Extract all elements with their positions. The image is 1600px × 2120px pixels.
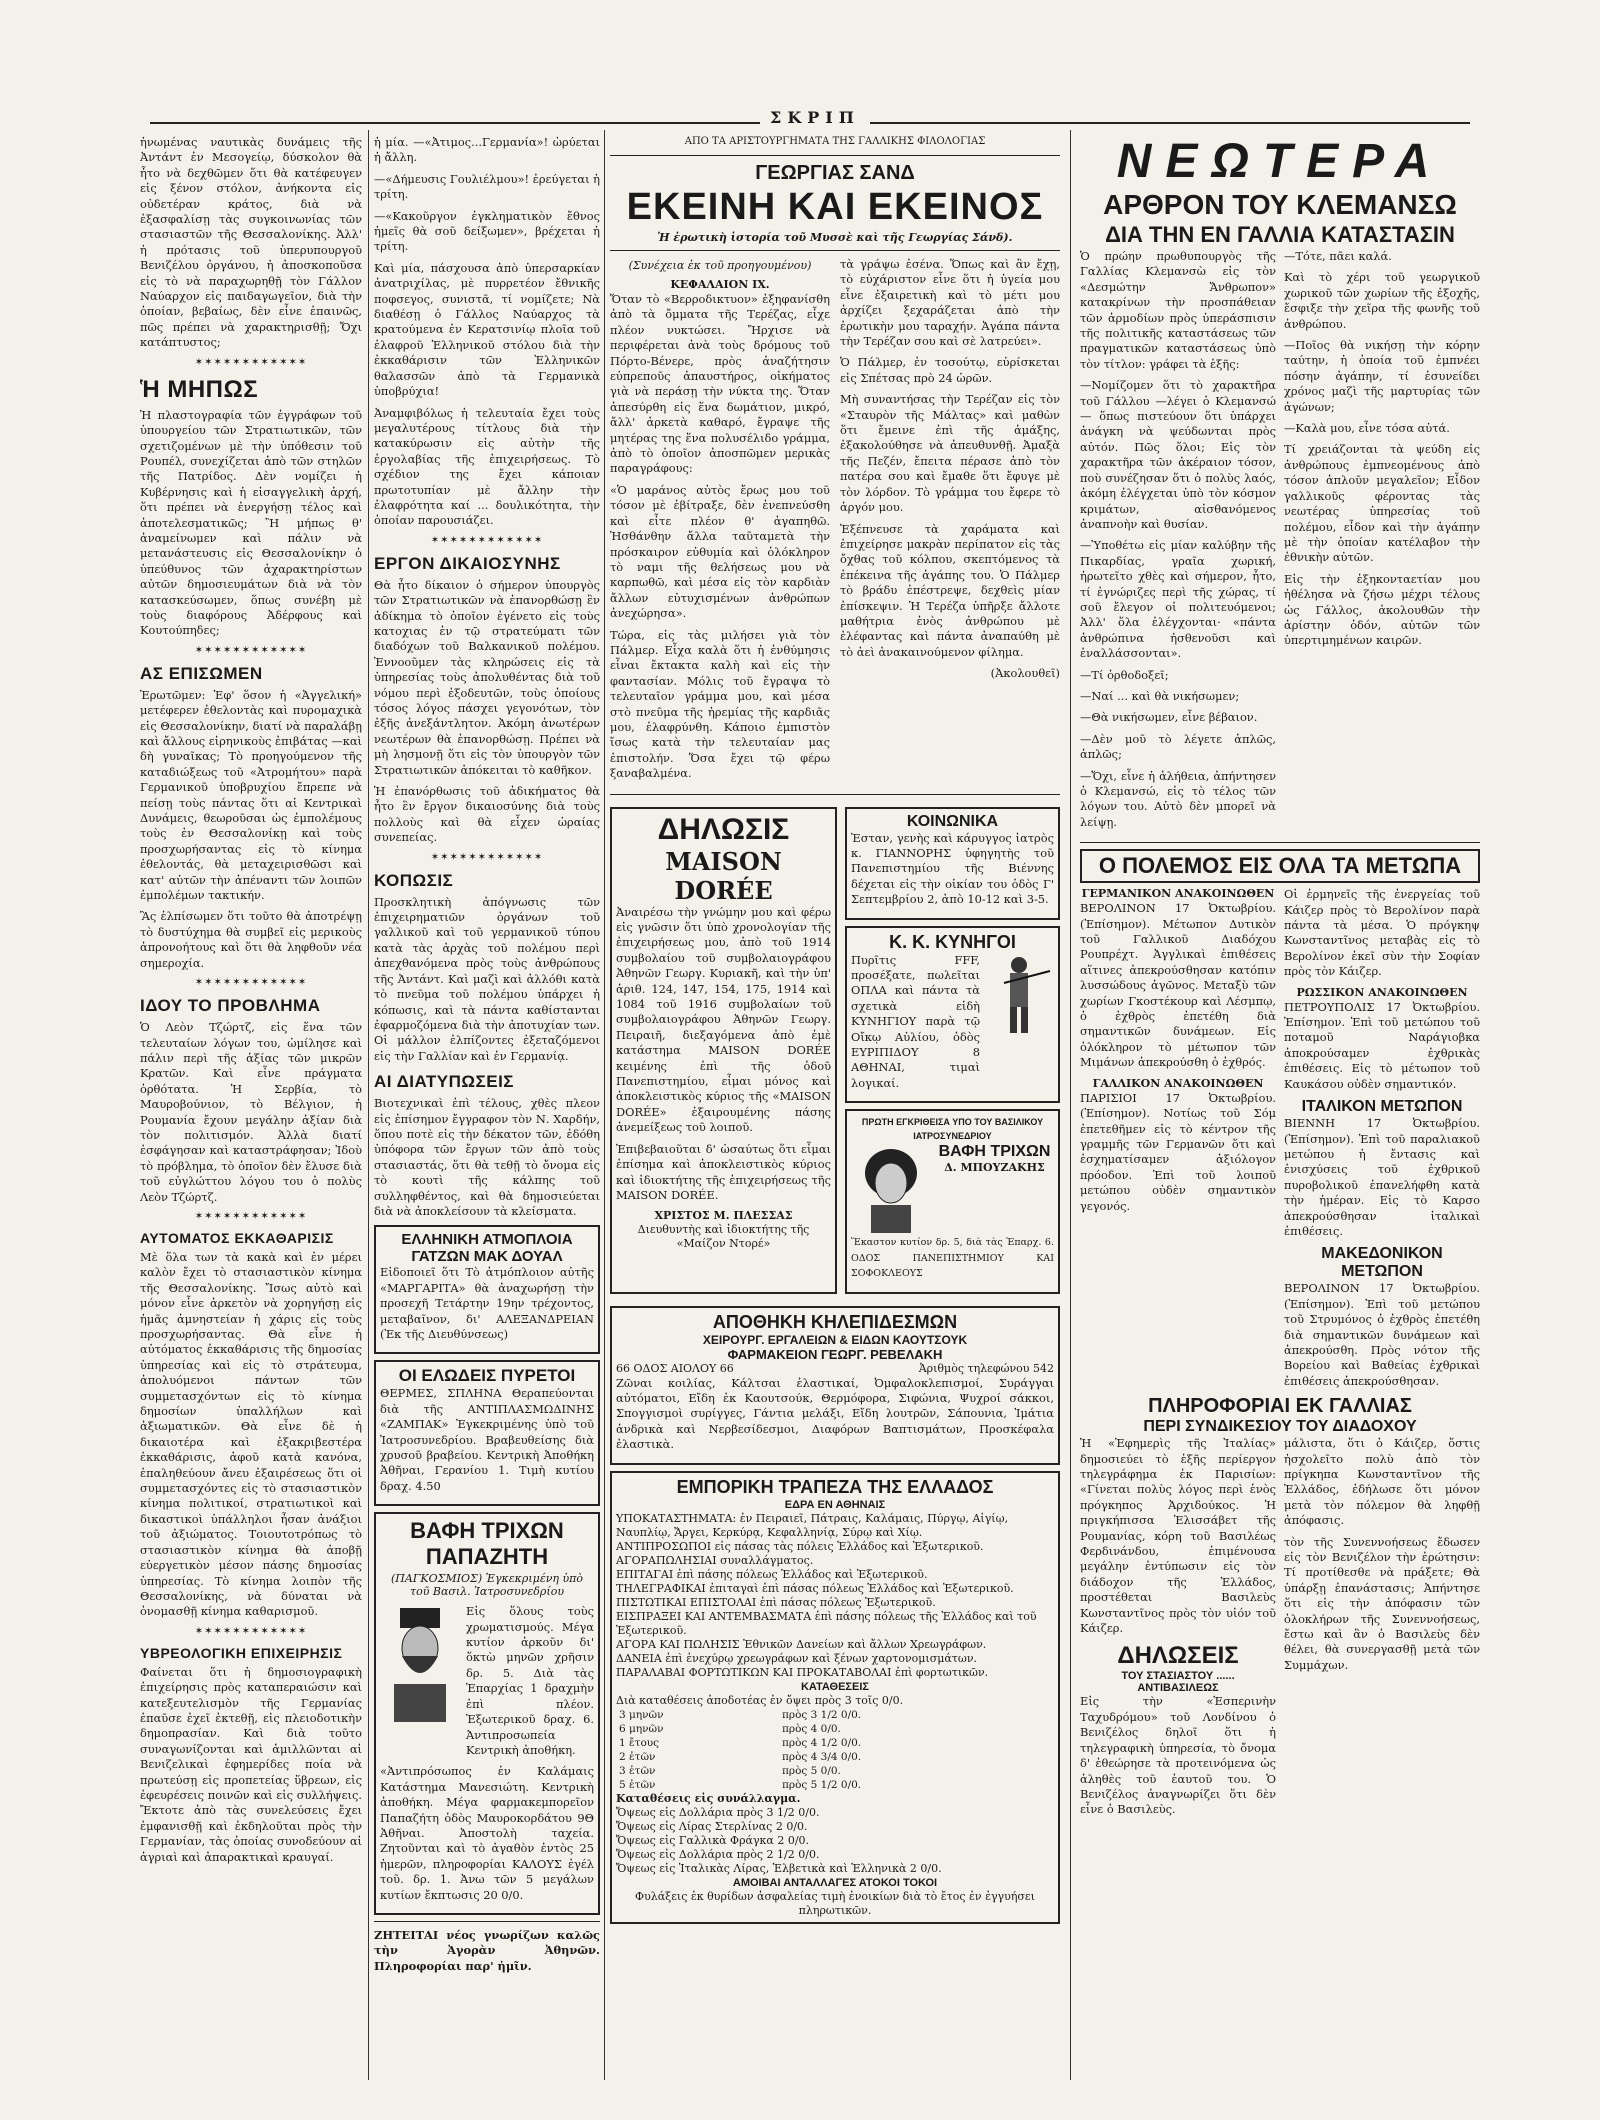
article-text: ἡνωμένας ναυτικὰς δυνάμεις τῆς Ἀντάντ ἐν Μεσογείῳ, δύσκολον θὰ ἦτο νὰ δεχθῶμεν ὅτι θὰ κατέφευγεν εἰς ξένον στόλον, ἀνήκοντα εἰς οὐδετέραν κράτος, διὰ νὰ ἐξασφαλίσῃ τὰς συγκοινωνίας τῶν στασιαστῶν τῆς Θεσσαλονίκης. Ἀλλ' ἡ πρότασις τοῦ ὑπερυπουργοῦ Βενιζέλου ὀργάνου, ἡ ἀποσκοποῦσα εἰς τὸ νὰ παραχωρηθῇ τὸν Γάλλον Ναύαρχον εἰς παιδαγωγεῖον, διὰ τὴν ὁποίαν, βεβαίως, δὲν εἶνε ἐπαινῶς, πῶς πρέπει νὰ χαρακτηρισθῇ; Ὄχι κατάπτυστος; [140,135,362,350]
article-text: Φαίνεται ὅτι ἡ δημοσιογραφικὴ ἐπιχείρησις πρὸς καταπεραιώσιν καὶ κατεξευτελισμὸν τῆς Γερμανίας ἐπαῦσε ἐχεῖ ἐκτεθῇ, εἰς πλειοδοτικὴν δημοπρασίαν. Καὶ διὰ τοῦτο συναγωνίζονται καὶ ἁμιλλῶνται αἱ Βενιζελικαὶ ἐφημερίδες ποία νὰ πρωτεύσῃ εἰς προπετείας ὕβρεων, εἰς ἐφευρέσεις ποινῶν καὶ εἰς συλλήψεις. Ἔκτοτε ἀπὸ τὰς συνελεύσεις ἔχει ἐμφανισθῇ καὶ ἐκδηλοῦται πρὸς τὴν Γερμανίαν, τὰς ὁποίας συνοδεύουν αἱ ἀγριαὶ καὶ ἀπαρακτικαὶ κραυγαί. [140,1664,362,1864]
hunter-illustration [984,953,1054,1037]
column-4 [1080,135,1480,2080]
article-text: —Ναί ... καὶ θὰ νικήσωμεν; [1080,688,1240,703]
article-text: Ἀναμφιβόλως ἡ τελευταία ἔχει τοὺς μεγαλυτέρους τίτλους διὰ τὴν κατακύρωσιν εἰς αὐτὴν τῆς ἐργολαβίας τῆς ἐπιχειρήσεως. Τὸ σχέδιον της ἔχει κάποιαν πρωτοτυπίαν μὲ ἄλλην τὴν ἐλαφρότητα καί ... δουλικότητα, τὴν ὁποίαν παρουσιάζει. [374,405,600,528]
rate-row [616,1778,1054,1792]
ad-hair-dye [374,1512,600,1915]
article-text: τὸν τῆς Συνεννοήσεως ἔδωσεν εἰς τὸν Βενιζέλον τὴν ἐρώτησιν: Τί προτίθεσθε νὰ πράξετε; Θὰ ὑπάρξῃ ἐπανάστασις; Ἀπήντησε ὅτι εἰς τὴν ἀπόφασιν τῶν ὁλοκλήρων τῆς Συνεννοήσεως, ἔστω καὶ ἂν ὁ Βασιλεὺς δὲν θέλει, θὰ συνεργασθῇ μετὰ τῶν Συμμάχων. [1284,1534,1480,1672]
article-text: μάλιστα, ὅτι ὁ Κάιζερ, ὅστις ἠσχολεῖτο πολὺ ἀπὸ τὸν πρίγκηπα Κωνσταντῖνον τῆς Ἑλλάδος, ἐδήλωσε ὅτι μόνον μετὰ τὸν πόλεμον θὰ ληφθῇ ἀπόφασις. [1284,1436,1480,1528]
ad-text: ΘΕΡΜΕΣ, ΣΠΛΗΝΑ Θεραπεύονται διὰ τῆς ΑΝΤΙΠΛΑΣΜΩΔΙΝΗΣ «ΖΑΜΠΑΚ» Ἐγκεκριμένης ὑπὸ τοῦ Ἰατροσυνεδρίου. Βραβευθείσης διὰ χρυσοῦ βραβείου. Κεντρικὴ Ἀποθήκη Ἀθῆναι, Γερανίου 1. Τιμὴ κυτίου δραχ. 4.50 [380,1386,594,1493]
article-text: —Θὰ νικήσωμεν, εἶνε βέβαιον. [1080,710,1258,725]
bulletin-title: ΓΕΡΜΑΝΙΚΟΝ ΑΝΑΚΟΙΝΩΘΕΝ [1081,887,1275,901]
ad-bank [610,1471,1060,1924]
article-text: —«Δήμευσις Γουλιέλμου»! ἐρεύγεται ἡ τρίτη. [374,171,600,202]
headline: ΚΟΠΩΣΙΣ [374,870,454,890]
ad-text: Ἕκαστον κυτίον δρ. 5, διὰ τὰς Ἐπαρχ. 6. ΟΔΟΣ ΠΑΝΕΠΙΣΤΗΜΙΟΥ ΚΑΙ ΣΟΦΟΚΛΕΟΥΣ [851,1237,1054,1280]
rate-cell: 2 ἐτῶν [619,1750,656,1763]
woman-portrait-illustration [851,1143,931,1235]
divider [610,155,1060,156]
headline: ΕΡΓΟΝ ΔΙΚΑΙΟΣΥΝΗΣ [374,553,561,573]
bank-service-line: ΑΓΟΡΑ ΚΑΙ ΠΩΛΗΣΙΣ Ἐθνικῶν Δανείων καὶ ἄλλων Χρεωγράφων. [616,1637,987,1651]
article-text: Ἡ πλαστογραφία τῶν ἐγγράφων τοῦ ὑπουργείου τῶν Στρατιωτικῶν, τῶν σχετιζομένων μὲ τὴν ὑπόθεσιν τοῦ Ρουπέλ, συνεχίζεται ἀπὸ τῶν στηλῶν τῆς Πατρίδος. Δὲν νομίζει ἡ Κυβέρνησις καὶ ἡ εἰσαγγελικὴ ἀρχή, ὅτι πρέπει νὰ ἐνεργήσῃ τέλος καὶ ἀποτελεσματικῶς; Ἢ μήπως θ' ἀναμείνωμεν καὶ πάλιν νὰ μετανάστευσις εἰς Θεσσαλονίκην ὁ ὑπεύθυνος τῶν ἀχαρακτηρίστων αὐτῶν δημοσιευμάτων διὰ νὰ τὸν κατασκεύσωμεν, ὅπως συνέβη μὲ τοὺς διαφόρους Ἀδέρφους καὶ Κουτούπηδες; [140,407,362,638]
column-3 [610,135,1060,2080]
column-divider [1070,130,1071,2080]
foreign-deposits-list [616,1806,1054,1876]
ad-fever [374,1360,600,1506]
subheadline: ΔΙΑ ΤΗΝ ΕΝ ΓΑΛΛΙΑ ΚΑΤΑΣΤΑΣΙΝ [1105,222,1455,247]
rate-cell: 3 ἐτῶν [619,1764,656,1777]
article-text: Μὲ ὅλα των τὰ κακὰ καὶ ἐν μέρει καλὸν ἔχει τὸ στασιαστικὸν κίνημα τῆς Θεσσαλονίκης. Ἴσως αὐτὸ καὶ μόνον εἶνε ἀρκετὸν νὰ χορηγήσῃ εἰς ἡμᾶς ἀμνηστείαν ἡ χάρις εἰς τοὺς προσχωρήσαντας. Θὰ εἶνε ἡ αὐτόματος ἐκκαθάρισις τῆς δημοσίας ὑπηρεσίας καὶ εἰς τὸ στράτευμα, ἀπολυόμενοι πάντων τῶν συμμετασχόντων εἰς τὸ κίνημα δημοσίων ὑπαλλήλων καὶ ἀξιωματικῶν. Θὰ εἶνε δὲ ἡ δικαιοτέρα καὶ ἐξακριβεστέρα ἐκκαθάρισις, ἀφοῦ κατὰ κανόνα, ἐπαληθεύουν ἄνευ ἐξαιρέσεως ὅτι οἱ συμμετασχόντες εἰς τὸ στασιαστικὸν κίνημα πολιτικοί, στρατιωτικοὶ καὶ δικαστικοὶ ὑπάλληλοι ἦσαν ἀνάξιοι τοῦ ἀξιώματος. Τοιουτοτρόπως τὸ στασιαστικὸν κίνημα θὰ ἀποβῇ εὐεργετικὸν μέσον πάσης δημοσίας ὑπηρεσίας. Τὸ κίνημα λοιπὸν τῆς Θεσσαλονίκης, νὰ δύναται νὰ ὀνομασθῇ κίνημα καθαρισμοῦ. [140,1249,362,1619]
article-text: Ἂς ἐλπίσωμεν ὅτι τοῦτο θὰ ἀποτρέψῃ τὸ δυστύχημα θὰ συμβεῖ εἰς μερικοὺς ἀπρονοήτους καὶ ὅτι θὰ ληφθοῦν νέα σημεροχία. [140,909,362,970]
article-text: —Ὄχι, εἶνε ἡ ἀλήθεια, ἀπήντησεν ὁ Κλεμανσώ, εἰς τὸ τέλος τῶν λόγων του. Αὐτὸ δὲν μπορεῖ νὰ λείψῃ. [1080,768,1276,829]
headline: ΥΒΡΕΟΛΟΓΙΚΗ ΕΠΙΧΕΙΡΗΣΙΣ [140,1644,343,1661]
ad-signature-role: Διευθυντὴς καὶ ἰδιοκτήτης τῆς «Μαίζον Ντορέ» [637,1223,810,1251]
separator: ✶✶✶✶✶✶✶✶✶✶✶✶ [194,977,308,989]
foreign-deposit-line: Ὄψεως εἰς Λίρας Στερλίνας 2 0/0. [616,1819,808,1833]
column-divider [604,130,605,2080]
divider [610,794,1060,795]
headline: ΙΔΟΥ ΤΟ ΠΡΟΒΛΗΜΑ [140,996,321,1016]
bank-service-line: ΔΑΝΕΙΑ ἐπὶ ἐνεχύρῳ χρεωγράφων καὶ ξένων χαρτονομισμάτων. [616,1651,978,1665]
rate-cell: πρὸς 5 0/0. [782,1764,841,1777]
to-be-continued: (Ἀκολουθεῖ) [990,666,1060,681]
chapter-label: ΚΕΦΑΛΑΙΟΝ ΙΧ. [670,278,770,291]
serial-kicker: ΑΠΟ ΤΑ ΑΡΙΣΤΟΥΡΓΗΜΑΤΑ ΤΗΣ ΓΑΛΛΙΚΗΣ ΦΙΛΟΛΟΓΙΑΣ [684,136,986,147]
classified-ad: ΖΗΤΕΙΤΑΙ νέος γνωρίζων καλῶς τὴν Ἀγορὰν Ἀθηνῶν. Πληροφορίαι παρ' ἡμῖν. [374,1927,600,1973]
rate-row [616,1764,1054,1778]
rate-cell: 5 ἐτῶν [619,1778,656,1791]
headline: ΑΙ ΔΙΑΤΥΠΩΣΕΙΣ [374,1072,514,1092]
ad-subtitle: ΕΔΡΑ ΕΝ ΑΘΗΝΑΙΣ [784,1498,886,1511]
ad-title: ΚΟΙΝΩΝΙΚΑ [906,812,999,830]
ad-title: Κ. Κ. ΚΥΝΗΓΟΙ [889,931,1016,952]
ad-text: Εἰς ὅλους τοὺς χρωματισμούς. Μέγα κυτίον ἀρκοῦν δι' ὅκτὼ μηνῶν χρῆσιν δρ. 5. Διὰ τὰς Ἐπαρχίας 1 δραχμὴν ἐπὶ πλέον. Ἐξωτερικοῦ δραχ. 6. Ἀντιπροσωπεία Κεντρικὴ ἀποθήκη. [466,1604,594,1757]
rate-cell: πρὸς 3 1/2 0/0. [782,1708,862,1721]
rate-cell: πρὸς 4 0/0. [782,1722,841,1735]
headline: ΠΛΗΡΟΦΟΡΙΑΙ ΕΚ ΓΑΛΛΙΑΣ [1148,1395,1412,1418]
ad-text: Εἰδοποιεῖ ὅτι Τὸ ἀτμόπλοιον αὐτῆς «ΜΑΡΓΑΡΙΤΑ» θὰ ἀναχωρήσῃ τὴν προσεχῆ Τετάρτην 19ην τρέχοντος, μεταβαῖνον, δι' ΑΛΕΞΑΝΔΡΕΙΑΝ (Ἐκ τῆς Διευθύνσεως) [380,1265,594,1341]
divider [610,250,1060,251]
article-text: Ἡ ἐπανόρθωσις τοῦ ἀδικήματος θὰ ἦτο ἓν ἔργον δικαιοσύνης διὰ τοὺς πολλοὺς καὶ θὰ εἶχεν ὡραίας συνεπείας. [374,784,600,845]
ad-subtitle: ΠΡΩΤΗ ΕΓΚΡΙΘΕΙΣΑ ΥΠΟ ΤΟΥ ΒΑΣΙΛΙΚΟΥ ΙΑΤΡΟΣΥΝΕΔΡΙΟΥ [861,1117,1044,1142]
column-divider [368,130,369,2080]
article-text: ΠΑΡΙΣΙΟΙ 17 Ὀκτωβρίου. (Ἐπίσημον). Νοτίως τοῦ Σόμ ἐπετεθῆμεν εἰς τὸ κέντρον τῆς γραμμῆς τῶν Γερμανῶν ὅτι καὶ ἐσχηματίσαμεν ἀξιόλογον πρόοδον. Ἐπὶ τοῦ λοιποῦ μετώπου οὐδὲν σημαντικὸν γεγονός. [1080,1090,1276,1213]
headline: Ο ΠΟΛΕΜΟΣ ΕΙΣ ΟΛΑ ΤΑ ΜΕΤΩΠΑ [1080,849,1480,883]
separator: ✶✶✶✶✶✶✶✶✶✶✶✶ [194,356,308,368]
ad-signature: ΧΡΙΣΤΟΣ Μ. ΠΛΕΣΣΑΣ [654,1209,793,1223]
article-text: Οἱ ἐρμηνεῖς τῆς ἐνεργείας τοῦ Κάιζερ πρὸς τὸ Βερολίνον παρὰ πάντα τὰ μέσα. Ὁ πρόγκηψ Κωνσταντῖνος μεταβὰς εἰς τὸ Βερολίνον ἐκεῖ σὺν τὴν Σοφίαν πρὸς τὸν Κάιζερ. [1284,887,1480,979]
ad-hunters [845,926,1060,1104]
rate-row [616,1708,1054,1722]
article-text: Βιοτεχνικαὶ ἐπὶ τέλους, χθὲς πλεον εἰς ἐπίσημον ἔγγραφον τὸν Ν. Χαρδήν, ὅπου ποτὲ εἰς τὴν δέκατον τῶν, ἐδόθη ὑπόφορα τῶν ἔργων τῶν ἀπὸ τοὺς στασιαστάς, ὅτι θὰ τεθῇ τὸ ὄνομα εἰς τὸ κουτὶ τῆς κάλπης τοῦ συλληφθέντος, καὶ θὰ δημοσιεύεται διὰ νὰ ἀποκλείσουν τὰ κλείσματα. [374,1096,600,1218]
rate-cell: πρὸς 4 1/2 0/0. [782,1736,862,1749]
bank-service-line: ΑΓΟΡΑΠΩΛΗΣΙΑΙ συναλλάγματος. [616,1553,814,1567]
article-text: τὰ γράψω ἐσένα. Ὅπως καὶ ἂν ἔχῃ, τὸ εὐχάριστον εἶνε ὅτι ἡ ὑγεία μου εἶνε ἐξαιρετικὴ καὶ τὸ μέτι μου ἀρχίζει ξεχαράζεται ἀπὸ τὴν ἐρωτικὴν μου ταραχήν. Ἀγάπα πάντα τὴν Τερέζαν σου καὶ σὲ λατρεύει». [840,257,1060,349]
divider [1080,842,1480,843]
article-text: —Ὑποθέτω εἰς μίαν καλύβην τῆς Πικαρδίας, γραῖα χωρική, ἠρωτεῖτο χθὲς καὶ σήμερον, ἦτο, τί ἐγνώριζες περὶ τῆς χώρας, τί σοῦ ἔλεγον οἱ πολιτευόμενοι; Ἀλλ' ὅλα ἐλέγχονται· «πάντα ἀνθρώπινα ἠσθενοῦσι καὶ ἐναλλάσσονται». [1080,538,1276,661]
ad-text: Πυρῖτις FFF, προσέξατε, πωλεῖται ΟΠΛΑ καὶ πάντα τὰ σχετικὰ εἰδὴ ΚΥΝΗΓΙΟΥ παρὰ τῷ Οἴκῳ Αὐλίου, ὁδὸς ΕΥΡΙΠΙΔΟΥ 8 ΑΘΗΝΑΙ, τιμαὶ λογικαί. [851,952,980,1090]
headline: ΙΤΑΛΙΚΟΝ ΜΕΤΩΠΟΝ [1301,1098,1463,1116]
portrait-illustration [380,1604,460,1724]
article-text: Ὅταν τὸ «Βερροδικτυον» ἐξηφανίσθη ἀπὸ τὰ ὄμματα τῆς Τερέζας, εἶχε πλέον νυκτώσει. Ἤρχισε νὰ περιφέρεται ἀνὰ τοὺς δρόμους τοῦ Πόρτο-Βένερε, πρὸς ἀναζήτησιν εὐπρεποῦς ἀπαυστήρος, οἰκήματος γιὰ νὰ περάσῃ τὴν νύκτα της. Ὅταν ἀπεσύρθη εἰς ἕνα δωμάτιον, μικρό, ἄλλ' ἀρκετὰ καθαρό, ἔγραψε τῆς μητέρας της ἕνα πολυσέλιδο γράμμα, ἀπὸ τὸ ὁποῖον ἀποσπῶμεν μερικὰς παραγράφους: [610,292,830,476]
article-text: «Ὁ μαράνος αὐτὸς ἔρως μου τοῦ τόσον μὲ ἐβίτραξε, δὲν ἐνεπνεύσθη καὶ εἶτε πλέον θ' ἀγαπηθῶ. Ἠσθάνθην ἄλλα ταῦταμετὰ τὴν πρόσκαιρον εὐθυμία καὶ ὁλόκληρον τὸ ναμι τῆς θελήσεως μου νὰ καρπωθῶ, καὶ μέσα εἰς τὸν καρδιὰν ἄλλων εὐτυχισμένων ἀνθρώπων ἀνεχώρησα». [610,482,830,621]
ad-text: Ἐσταν, γενὴς καὶ κάρυγγος ἰατρὸς κ. ΓΙΑΝΝΟΡΗΣ ὑφηγητὴς τοῦ Πανεπιστημίου τῆς Βιέννης δέχεται εἰς τὴν οἰκίαν του ὁδὸς Γ' Σεπτεμβρίου 2, ἀπὸ 10-12 καὶ 3-5. [851,830,1054,907]
article-text: Ἐξέπνευσε τὰ χαράματα καὶ ἐπιχείρησε μακρὰν περίπατον εἰς τὰς ὄχθας τοῦ κόλπου, σκεπτόμενος τὰ ἐπέκεινα τῆς ἀγάπης του. Ὁ Πάλμερ τὸ βράδυ ἐπέστρεψε, δεχθεὶς μίαν ἐπίσκεψιν. Ἡ Τερέζα ὑπῆρξε ἄλλοτε μαθήτρια ἑνὸς ἀνθρώπου μὲ ἐλέφαντας καὶ πάντα ἀναπαύθη μὲ τὸ ἀεὶ ἀνακαινούμενον φίλημα. [840,521,1060,659]
article-text: Τώρα, εἰς τὰς μιλήσει γιὰ τὸν Πάλμερ. Εἶχα καλὰ ὅτι ἡ ἐνθύμησις εἶναι ἔκτακτα καλὴ καὶ εἰς τὴν φαντασίαν. Μόλις τοῦ ἔγραψα τὸ τελευταῖον γράμμα μου, καὶ μέσα στὸ πνεῦμα τῆς ἠρεμίας τῆς καρδιᾶς μου, ἐλαφρύνθη. Κάποιο ἐμπιστὸν ἴσως κατὰ τὴν τελευταίαν μας ἐπιστολήν. Ὅσα ἔχει τῷ φέρω ξαναβαλμένα. [610,627,830,781]
article-text: —Καλὰ μου, εἶνε τόσα αὐτά. [1284,421,1450,436]
ad-title: ΟΙ ΕΛΩΔΕΙΣ ΠΥΡΕΤΟΙ [398,1366,576,1386]
headline: ΑΡΘΡΟΝ ΤΟΥ ΚΛΕΜΑΝΣΩ [1103,189,1457,220]
bank-service-line: ΥΠΟΚΑΤΑΣΤΗΜΑΤΑ: ἐν Πειραιεῖ, Πάτραις, Καλάμαις, Πύργῳ, Αἰγίῳ, Ναυπλίῳ, Ἄργει, Κερκύρᾳ, Κεφαλληνίᾳ, Σύρῳ καὶ Χίῳ. [616,1511,1009,1539]
ad-pharmacy: ΦΑΡΜΑΚΕΙΟΝ ΓΕΩΡΓ. ΡΕΒΕΛΑΚΗ [727,1346,943,1362]
article-text: —Τότε, πᾶει καλά. [1284,249,1392,263]
article-text: Προσκλητικὴ ἀπόγνωσις τῶν ἐπιχειρηματιῶν ὀργάνων τοῦ γαλλικοῦ καὶ τοῦ γερμανικοῦ τύπου κατὰ τὰς ἀρχὰς τοῦ πολέμου περὶ ἀπεχθανόμενα πρὸς τοὺς ἀνθρώπους τῆς Ἀντάντ. Καὶ μαζὶ καὶ ἀλλόθι κατὰ τὸ πνεῦμα τοῦ πολέμου ὑπάρχει ἡ κόπωσις, καὶ τὰ πάντα καθίστανται ἐφαρμοζόμενα διὰ τὴν ἀποτυχίαν των. Οἱ μάλλον ἐλπίζοντες ἐξεταζόμενοι εἰς τὴν Γαλλίαν καὶ ἐν Γερμανίᾳ. [374,894,600,1063]
foreign-deposit-line: Ὄψεως εἰς Ἰταλικὰς Λίρας, Ἑλβετικὰ καὶ Ἑλληνικὰ 2 0/0. [616,1861,942,1875]
article-text: ΒΙΕΝΝΗ 17 Ὀκτωβρίου. (Ἐπίσημον). Ἐπὶ τοῦ παραλιακοῦ μετώπου ἡ ἔντασις καὶ ἐνισχύσεις τοῦ ἐχθρικοῦ πυροβολικοῦ ἐπανελήφθη κατὰ τὴν ἡμέραν. Εἰς τὸ Καρσο ἀπεκρούσθησαν ἰταλικαὶ ἐπιθέσεις. [1284,1116,1480,1238]
headline: ΑΥΤΟΜΑΤΟΣ ΕΚΚΑΘΑΡΙΣΙΣ [140,1229,334,1246]
subheadline: ΤΟΥ ΣΤΑΣΙΑΣΤΟΥ ...... ΑΝΤΙΒΑΣΙΛΕΩΣ [1121,1670,1235,1695]
ad-brand: Δ. ΜΠΟΥΖΑΚΗΣ [944,1161,1045,1175]
headline: Ἡ ΜΗΠΩΣ [140,375,259,403]
ad-steamship [374,1225,600,1354]
article-text: —«Κακοῦργον ἐγκληματικὸν ἔθνος ἡμεῖς θὰ σοῦ δείξωμεν», βρέχεται ἡ τρίτη. [374,208,600,254]
article-text: Ἐρωτῶμεν: Ἐφ' ὅσον ἡ «Ἀγγελική» μετέφερεν ἐθελοντὰς καὶ πυρομαχικὰ εἰς Θεσσαλονίκην, διατί νὰ παραλάβῃ καὶ ἄλλους εἰρηνικοὺς ἐπιβάτας —καὶ δὴ γυναῖκας; Τὸ προηγούμενον τῆς καταδιώξεως τοῦ «Ἀτρομήτου» παρὰ Γερμανικοῦ ὑποβρυχίου ἔπρεπε νὰ πείσῃ τοὺς πάντας ὅτι αἱ Κεντρικαὶ Δυνάμεις, θεωροῦσαι ὡς ἐμπολέμους τοὺς ἐν Θεσσαλονίκῃ καὶ τοὺς προσχωρήσαντας εἰς τὸ κίνημα ἐθελοντάς, θὰ μεταχειρισθῶσι καὶ κατ' αὐτῶν τὴν ἀπέναντι τῶν λοιπῶν ἐμπολέμων τακτικήν. [140,687,362,903]
article-text: —Νομίζομεν ὅτι τὸ χαρακτῆρα τοῦ Γάλλου —λέγει ὁ Κλεμανσώ— ὅπως πιστεύουν ὅτι ὑπάρχει ἀνάγκη νὰ ψεύδωνται πρὸς αὐτόν. Πῶς ὅλοι; Εἰς τὸν χαρακτῆρα τῶν ἀκέραιον τόσον, ποὺ συνέζησαν ὅτι ὁ πολὺς λαός, ἀκόμη ἐλέγχεται ὑπὸ τὸν κόσμον κριμάτων, αἰσθανόμενος ἀναπνοὴν καὶ θυσίαν. [1080,378,1276,531]
bank-service-line: ΠΑΡΑΛΑΒΑΙ ΦΟΡΤΩΤΙΚΩΝ ΚΑΙ ΠΡΟΚΑΤΑΒΟΛΑΙ ἐπὶ φορτωτικῶν. [616,1665,989,1679]
bulletin-title: ΡΩΣΣΙΚΟΝ ΑΝΑΚΟΙΝΩΘΕΝ [1296,985,1468,999]
foreign-deposit-line: Ὄψεως εἰς Δολλάρια πρὸς 2 1/2 0/0. [616,1847,820,1861]
foreign-deposit-line: Ὄψεως εἰς Δολλάρια πρὸς 3 1/2 0/0. [616,1805,820,1819]
ad-address: 66 ΟΔΟΣ ΑΙΟΛΟΥ 66 [616,1361,734,1375]
foreign-deposit-line: Ὄψεως εἰς Γαλλικὰ Φράγκα 2 0/0. [616,1833,810,1847]
ad-title: ΒΑΦΗ ΤΡΙΧΩΝ ΠΑΠΑΖΗΤΗ [410,1518,564,1570]
article-text: ἡ μία. —«Ἀτιμος...Γερμανία»! ὠρύεται ἡ ἄλλη. [374,135,600,165]
rate-row [616,1750,1054,1764]
article-text: Τί χρειάζονται τὰ ψεύδη εἰς ἀνθρώπους ἐμπνεομένους ἀπὸ τόσον ἀπλοῦν μεγαλεῖον; Εἶδον γαλλικοῦς φέροντας τὰς νεωτέρας ὑπηρεσίας τοῦ πολέμου, εἶδον καὶ τὴν ἀγάπην μὲ τὴν ὁποίαν κατέλαβον τὴν ἐθνικὴν αὐτῶν. [1284,442,1480,565]
deposits-intro: Διὰ καταθέσεις ἀποδοτέας ἐν ὄψει πρὸς 3 τοῖς 0/0. [616,1693,904,1707]
ad-hair-dye-2 [845,1109,1060,1293]
article-text: ΒΕΡΟΛΙΝΟΝ 17 Ὀκτωβρίου. (Ἐπίσημον). Ἐπὶ τοῦ μετώπου τοῦ Στρυμόνος ὁ ἐχθρὸς ἐπετέθη διὰ σημαντικῶν δυνάμεων καὶ ἀπεκρούσθη. Πρὸς νότον τῆς Βορείου καὶ Βαθείας ἐχθρικαὶ ἐπιθέσεις ἀπεκρούσθησαν. [1284,1281,1480,1388]
article-text: Καὶ μία, πάσχουσα ἀπὸ ὑπερσαρκίαν ἀνατριχίλας, μὲ πυρρετέον ἔθνικῆς ποφσεγος, συνιστᾶ, τί νομίζετε; Νὰ διαθέσῃ ὁ Γάλλος Ναύαρχος τὰ κρατούμενα ἐν Κερατσινίῳ πλοῖα τοῦ ἐλαφροῦ Ἑλληνικοῦ στόλου διὰ τὴν ἐκκαθάρισιν τῶν Ἑλληνικῶν θαλασσῶν ἀπὸ τὰ Γερμανικὰ ὑποβρύχια! [374,260,600,399]
article-text: —Ποῖος θὰ νικήσῃ τὴν κόρην ταύτην, ἡ ὁποία τοῦ ἐμπνέει πόσην ἀγάπην, τί ἐσυνείδει χρόνος μαζὶ τῆς μαρτυρίας τῶν ἀγώνων; [1284,338,1480,414]
serial-title: ΕΚΕΙΝΗ ΚΑΙ ΕΚΕΙΝΟΣ [626,186,1044,228]
ad-title: ΑΠΟΘΗΚΗ ΚΗΛΕΠΙΔΕΣΜΩΝ [712,1311,958,1332]
separator: ✶✶✶✶✶✶✶✶✶✶✶✶ [194,644,308,656]
article-text: —Τί ὀρθοδοξεῖ; [1080,667,1169,682]
separator: ✶✶✶✶✶✶✶✶✶✶✶✶ [430,851,544,863]
ad-text: «Ἀντιπρόσωπος ἐν Καλάμαις Κατάστημα Μανεσιώτη. Κεντρικὴ ἀποθήκη. Μέγα φαρμακεμπορεῖον Παπαζήτη ὁδὸς Μαυροκορδάτου 9Θ Ἀθῆναι. Ἀποστολὴ ταχεία. Ζητοῦνται καὶ τὸ ἀγαθὸν ἐντὸς 25 ἡμερῶν, πληροφορίαι ΚΑΛΟΥΣ ἐγέλ τοῦ. δρ. 1. Ἀνω τῶν 5 μεγάλων κυτίων ἔκπτωσις 20 0/0. [380,1764,594,1902]
bank-service-line: ΤΗΛΕΓΡΑΦΙΚΑΙ ἐπιταγαὶ ἐπὶ πάσας πόλεως Ἑλλάδος καὶ Ἐξωτερικοῦ. [616,1581,1014,1595]
ad-title: ΕΛΛΗΝΙΚΗ ΑΤΜΟΠΛΟΙΑ ΓΑΤΖΩΝ ΜΑΚ ΔΟΥΑΛ [401,1231,573,1266]
article-text: Ὁ Λεὸν Τζώρτζ, εἰς ἕνα τῶν τελευταίων λόγων του, ὠμίλησε καὶ πάλιν περὶ τῆς ἀξίας τῶν μικρῶν Κρατῶν. Καὶ εἶνε πράγματα ὀρθότατα. Ἡ Σερβία, τὸ Μαυροβούνιον, τὸ Βέλγιον, ἡ Ρουμανία ἔχουν μεγάλην ἀξίαν διὰ τὸν πολιτισμόν. Ἀλλὰ διατί ἐσφάγησαν καὶ καταστράφησαν; Ἰδοὺ τὸ πρόβλημα, τὸ ὁποῖον δὲν ἔλυσε διὰ τοῦ εὐγλώττου λόγου του ὁ πολὺς Λεὸν Τζώρτζ. [140,1020,362,1204]
rate-cell: 6 μηνῶν [619,1722,664,1735]
serial-author: ΓΕΩΡΓΙΑΣ ΣΑΝΔ [755,162,915,184]
foreign-deposits-title: Καταθέσεις εἰς συνάλλαγμα. [616,1791,801,1805]
bank-service-line: ΕΙΣΠΡΑΞΕΙ ΚΑΙ ΑΝΤΕΜΒΑΣΜΑΤΑ ἐπὶ πάσης πόλεως τῆς Ἑλλάδος καὶ τοῦ Ἐξωτερικοῦ. [616,1609,1037,1637]
article-text: —Δὲν μοῦ τὸ λέγετε ἁπλῶς, ἁπλῶς; [1080,731,1276,762]
ad-text: Ζῶναι κοιλίας, Κάλτσαι ἐλαστικαί, Ὀμφαλοκλεπισμοί, Συράγγαι αὐτόματοι, Εἴδη ἐκ Καουτσούκ, Θερμόφορα, Σιφώνια, Ψυχροί σάκκοι, Σπογγισμοὶ συρίγγες, Γάντια μελάξι, Εἴδη λουτρῶν, Σάπουνια, Ἰμάτια ἀνδρικὰ καὶ Νερβεσίδεσμοι, Διαφόρων Βαπτισμάτων, Προσκέφαλα ἐλαστικὰ. [616,1375,1054,1452]
rate-cell: πρὸς 5 1/2 0/0. [782,1778,862,1791]
rates-table [616,1708,1054,1792]
serial-subtitle: Ἡ ἐρωτικὴ ἱστορία τοῦ Μυσσὲ καὶ τῆς Γεωργίας Σάνδ). [657,231,1013,244]
article-text: Θὰ ἦτο δίκαιον ὁ σήμερον ὑπουργὸς τῶν Στρατιωτικῶν νὰ ἐπανορθώσῃ ἓν ἀδίκημα τὸ ὁποῖον ἐγένετο εἰς τοὺς κατοχιας ἐν τῷ στρατεύματι τῶν διαδόχων τοῦ Βαλκανικοῦ πολέμου. Ἐννοοῦμεν τὰς κληρώσεις εἰς τὰ ὑπηρεσίας τοὺς ἀπολυθέντας διὰ τοῦ νόμου περὶ ἐξοδευτῶν, τοὺς ὁποίους τόσος λόγος πάσχει γεγονότων, τὸν ἐξῆς ἀνεξάντλητον. Ἀκόμη ἀνωτέρων νεωτέρων θὰ ἐπανορθώσῃ. Πρέπει νὰ μὴ λησμονῇ ὅτι εἰς τὸν ὑπουργὸν τῶν Στρατιωτικῶν ἀπόκειται τὸ καθῆκον. [374,577,600,777]
ad-title: ΕΜΠΟΡΙΚΗ ΤΡΑΠΕΖΑ ΤΗΣ ΕΛΛΑΔΟΣ [676,1476,994,1497]
article-text: Εἰς τὴν ἑξηκονταετίαν μου ἠθέλησα νὰ ζήσω μέχρι τέλους ὡς Γάλλος, ἀκολουθῶν τὴν ἀρίστην ὁδόν, αὐτῶν τῶν ὑπερτιμημένων καιρῶν. [1284,571,1480,648]
rate-cell: πρὸς 4 3/4 0/0. [782,1750,862,1763]
ad-phone: Ἀριθμὸς τηλεφώνου 542 [918,1361,1054,1375]
ad-title: ΒΑΦΗ ΤΡΙΧΩΝ [938,1143,1051,1161]
rate-cell: 3 μηνῶν [619,1708,664,1721]
rate-cell: 1 ἔτους [619,1736,660,1749]
ad-text: Ἐπιβεβαιοῦται δ' ὡσαύτως ὅτι εἶμαι ἐπίσημα καὶ ἀποκλειστικὸς κύριος καὶ ἰδιοκτήτης τῆς ἐπιχειρήσεως τῆς MAISON DORÉE. [616,1141,831,1202]
bank-services-list [616,1512,1054,1680]
article-text: ΒΕΡΟΛΙΝΟΝ 17 Ὀκτωβρίου. (Ἐπίσημον). Μέτωπον Δυτικὸν τοῦ Γαλλικοῦ Διαδόχου Ρουπρέχτ. Ἀγγλικαὶ ἐπιθέσεις αἵτινες ἀπεκρούσθησαν κατόπιν λυσσώδους ἀγῶνος. Μεταξὺ τῶν χωρίων Γκοστέκουρ καὶ Λέσμπῳ, ὁ ἐχθρὸς ἐπετέθη διὰ σημαντικῶν δυνάμεων. Εἰς ὁλόκληρον τὸ μέτωπον τῶν Μιμάνων ἀπεκρούσθη ὁ ἐχθρός. [1080,901,1276,1070]
section-banner: ΝΕΩΤΕΡΑ [1116,135,1444,188]
deposits-title: ΚΑΤΑΘΕΣΕΙΣ [800,1680,869,1693]
column-2 [374,135,600,2080]
article-text: ΠΕΤΡΟΥΠΟΛΙΣ 17 Ὀκτωβρίου. Ἐπίσημον. Ἐπὶ τοῦ μετώπου τοῦ ποταμοῦ Ναράγιοβκα ἀποκρούσαμεν ἐχθρικὰς ἐπιθέσεις. Εἰς τὸ μέτωπον τοῦ Καυκάσου οὐδὲν σημαντικόν. [1284,999,1480,1091]
article-text: Ὁ Πάλμερ, ἐν τοσούτῳ, εὑρίσκεται εἰς Σπέτσας πρὸ 24 ὡρῶν. [840,355,1060,385]
ad-subtitle: (ΠΑΓΚΟΣΜΙΟΣ) Ἐγκεκριμένη ὑπὸ τοῦ Βασιλ. Ἰατροσυνεδρίου [390,1572,584,1599]
ad-subtitle: ΧΕΙΡΟΥΡΓ. ΕΡΓΑΛΕΙΩΝ & ΕΙΔΩΝ ΚΑΟΥΤΣΟΥΚ [702,1332,968,1347]
article-text: Ἡ «Ἐφημερὶς τῆς Ἰταλίας» δημοσιεύει τὸ ἑξῆς περίεργον τηλεγράφημα ἐκ Παρισίων: «Γίνεται πολὺς λόγος περὶ ἑνὸς πρόγκηπος Ἀρχιδούκος. Ἡ πριγκήπισσα Ἐλισσάβετ τῆς Ρουμανίας, κόρη τοῦ Βασιλέως Φερδινάνδου, ἐπιμένουσα μεγάλην ἐντύπωσιν εἰς τὸν διάδοχον τῆς Ἑλλάδος, προστέθεται Βασιλεὺς Κωνσταντῖνος πρὸς τὸν υἱόν τοῦ Κάιζερ. [1080,1436,1276,1636]
bank-footer-note: Φυλάξεις ἐκ θυρίδων ἀσφαλείας τιμὴ ἐνοικίων διὰ τὸ ἔτος ἐν ἐγγυήσει πληρωτικῶν. [635,1889,1035,1917]
ad-bandages-store [610,1306,1060,1465]
separator: ✶✶✶✶✶✶✶✶✶✶✶✶ [194,1625,308,1637]
article-text: Ὁ πρώην πρωθυπουργὸς τῆς Γαλλίας Κλεμανσὼ εἰς τὸν «Δεσμώτην Ἄνθρωπον» κατακρίνων τὴν προσπάθειαν τῶν ἀρμοδίων πρὸς ὑπεράσπισιν τῆς πολιτικῆς καταστάσεως τῶν πραγματικῶν καταστάσεως ὑπὸ τὸν τίτλον: γράφει τὰ ἑξῆς: [1080,249,1276,371]
article-text: Εἰς τὴν «Ἑσπερινὴν Ταχυδρόμου» τοῦ Λονδίνου ὁ Βενιζέλος δηλοῖ ὅτι ἡ τηλεγραφικὴ ὑπηρεσία, τὸ ὄνομα δ' ἐθεώρησε τὰ προτεινόμενα ὡς ἀληθὲς τοῦ ἑαυτοῦ του. Ὁ Βενιζέλος ἀναγνωρίζει ὅτι δὲν εἶνε ὁ Βασιλεὺς. [1080,1694,1276,1817]
bank-service-line: ΑΝΤΙΠΡΟΣΩΠΟΙ εἰς πάσας τὰς πόλεις Ἑλλάδος καὶ Ἐξωτερικοῦ. [616,1539,984,1553]
continued-note: (Συνέχεια ἐκ τοῦ προηγουμένου) [628,259,812,272]
ad-maison-doree [610,807,837,1294]
separator: ✶✶✶✶✶✶✶✶✶✶✶✶ [194,1210,308,1222]
article-text: Μὴ συναντήσας τὴν Τερέζαν εἰς τὸν «Σταυρὸν τῆς Μάλτας» καὶ μαθὼν ὅτι ἔμεινε ἐπὶ τῆς ἀμάξης, ἐξακολούθησε νὰ ἀπευθυνθῇ. Ἀμαξὰ τῆς Πεζέν, ἔπειτα πέρασε ἀπὸ τὸν πατέρα σου καὶ ἔμαθε ὅτι ἔφυγε μὲ τὸν λόρδον. Τὸ γράμμα του ἔφερε τὸ ἀργόν μου. [840,392,1060,515]
column-1 [140,135,362,2080]
article-text: Καὶ τὸ χέρι τοῦ γεωργικοῦ χωρικοῦ τῶν χωρίων τῆς ἐξοχῆς, ἔσφιξε τὴν χεῖρα τῆς φωνῆς τοῦ ἀνθρώπου. [1284,270,1480,331]
ad-text: Ἀναιρέσω τὴν γνώμην μου καὶ φέρω εἰς γνῶσιν ὅτι ὑπὸ χρονολογίαν τῆς ἐπιχειρήσεως μου, ἀπὸ τοῦ 1914 συμβολαίου τοῦ συμβολαιογράφου Ἀθηνῶν Γεωργ. Κυριακῆ, καὶ τὴν ὑπ' ἀριθ. 124, 147, 154, 175, 1914 καὶ 1084 τοῦ 1916 συμβολαίων τοῦ συμβολαιογράφου Ἀθηνῶν Γεωργ. Πειραιῆ, διεξαγόμενα ἀπὸ ἐμὲ κατάστημα MAISON DORÉE κειμένης ἐπὶ τῆς ὁδοῦ Πανεπιστημίου, εἶμαι μόνος καὶ ἀποκλειστικὸς κύριος τῆς «MAISON DORÉE» ἐξαιρουμένης πάσης ἀνεμείξεως τοῦ λοιποῦ. [616,904,831,1135]
headline: ΜΑΚΕΔΟΝΙΚΟΝ ΜΕΤΩΠΟΝ [1321,1245,1443,1281]
bank-footer: ΑΜΟΙΒΑΙ ΑΝΤΑΛΛΑΓΕΣ ΑΤΟΚΟΙ ΤΟΚΟΙ [732,1876,938,1889]
rate-row [616,1736,1054,1750]
bulletin-title: ΓΑΛΛΙΚΟΝ ΑΝΑΚΟΙΝΩΘΕΝ [1092,1076,1264,1090]
ad-social [845,807,1060,920]
subheadline: ΠΕΡΙ ΣΥΝΔΙΚΕΣΙΟΥ ΤΟΥ ΔΙΑΔΟΧΟΥ [1143,1418,1417,1436]
ad-title: ΔΗΛΩΣΙΣ [657,812,790,846]
bank-service-line: ΠΙΣΤΩΤΙΚΑΙ ΕΠΙΣΤΟΛΑΙ ἐπὶ πάσας πόλεως Ἐξωτερικοῦ. [616,1595,936,1609]
rate-row [616,1722,1054,1736]
headline: ΑΣ ΕΠΙΣΩΜΕΝ [140,663,263,683]
masthead [150,108,1470,130]
headline: ΔΗΛΩΣΕΙΣ [1117,1642,1239,1670]
ad-brand: MAISON DORÉE [665,846,782,905]
bank-service-line: ΕΠΙΤΑΓΑΙ ἐπὶ πάσης πόλεως Ἑλλάδος καὶ Ἐξωτερικοῦ. [616,1567,928,1581]
divider [374,1921,600,1922]
separator: ✶✶✶✶✶✶✶✶✶✶✶✶ [430,534,544,546]
masthead-title: ΣΚΡΙΠ [760,108,870,127]
